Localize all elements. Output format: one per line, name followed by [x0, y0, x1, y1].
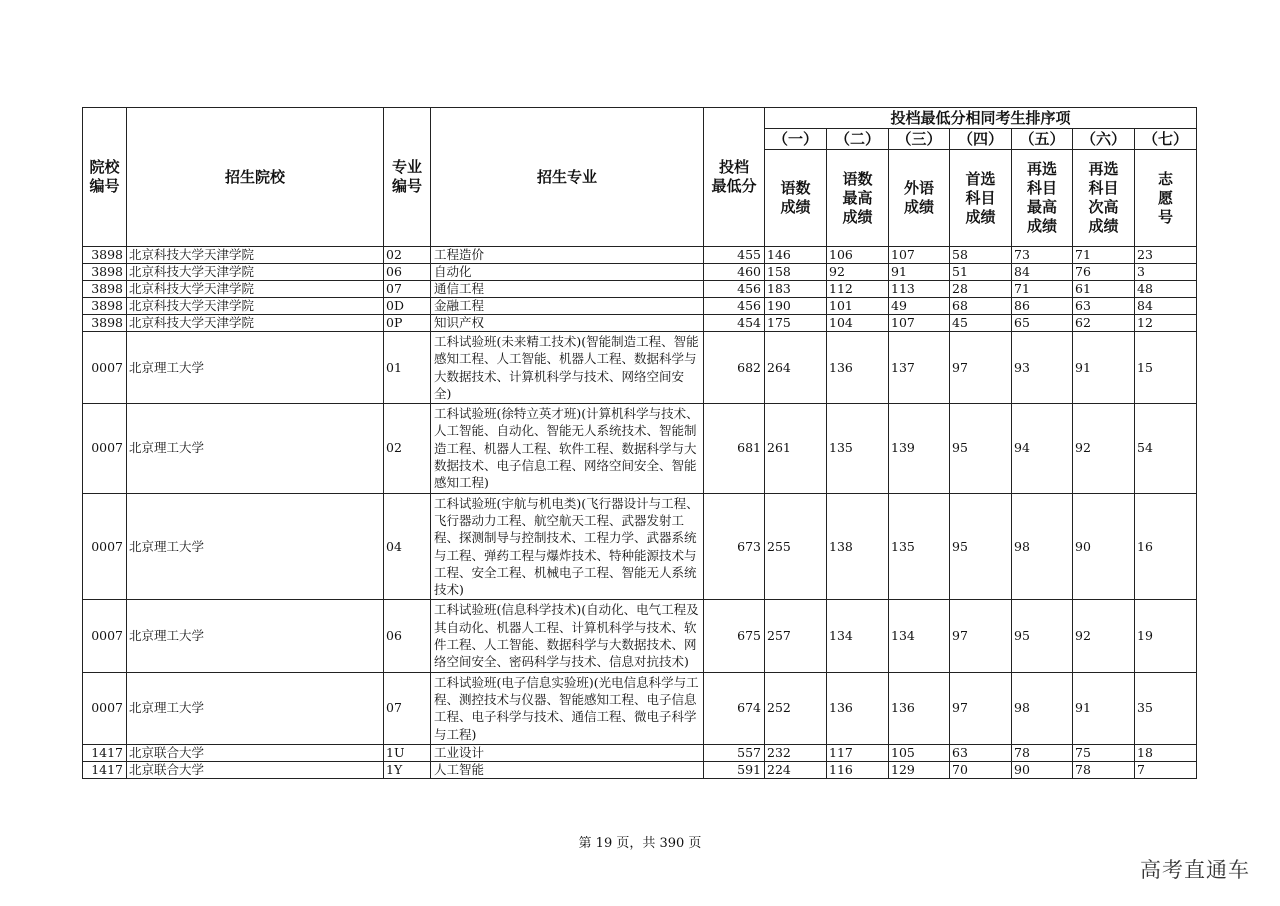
major-code-cell: 06 [384, 600, 431, 672]
table-row [83, 493, 1197, 600]
order-value-cell: 76 [1073, 264, 1135, 281]
header-order-num: （六） [1073, 129, 1135, 150]
order-value-cell: 95 [950, 493, 1012, 600]
order-value-cell: 86 [1012, 298, 1073, 315]
order-value-cell: 190 [765, 298, 827, 315]
major-code-cell: 02 [384, 404, 431, 493]
school-name-cell: 北京理工大学 [127, 493, 384, 600]
min-score-cell: 674 [704, 672, 765, 744]
min-score-cell: 456 [704, 281, 765, 298]
order-value-cell: 135 [889, 493, 950, 600]
header-order-label: 语数 最高 成绩 [827, 150, 889, 247]
school-code-cell: 1417 [83, 761, 127, 778]
order-value-cell: 78 [1073, 761, 1135, 778]
order-value-cell: 7 [1135, 761, 1197, 778]
order-value-cell: 93 [1012, 332, 1073, 404]
header-major-name: 招生专业 [431, 108, 704, 247]
major-code-cell: 0D [384, 298, 431, 315]
order-value-cell: 104 [827, 315, 889, 332]
min-score-cell: 557 [704, 744, 765, 761]
header-major-code: 专业 编号 [384, 108, 431, 247]
major-code-cell: 04 [384, 493, 431, 600]
school-code-cell: 3898 [83, 298, 127, 315]
order-value-cell: 91 [1073, 332, 1135, 404]
order-value-cell: 15 [1135, 332, 1197, 404]
order-value-cell: 134 [889, 600, 950, 672]
order-value-cell: 98 [1012, 672, 1073, 744]
min-score-cell: 591 [704, 761, 765, 778]
order-value-cell: 107 [889, 247, 950, 264]
order-value-cell: 61 [1073, 281, 1135, 298]
order-value-cell: 84 [1012, 264, 1073, 281]
school-name-cell: 北京科技大学天津学院 [127, 298, 384, 315]
header-order-num: （五） [1012, 129, 1073, 150]
table-row [83, 281, 1197, 298]
school-name-cell: 北京联合大学 [127, 744, 384, 761]
table-row [83, 404, 1197, 493]
min-score-cell: 456 [704, 298, 765, 315]
order-value-cell: 19 [1135, 600, 1197, 672]
min-score-cell: 454 [704, 315, 765, 332]
order-value-cell: 224 [765, 761, 827, 778]
order-value-cell: 92 [1073, 600, 1135, 672]
min-score-cell: 455 [704, 247, 765, 264]
major-name-cell: 工科试验班(徐特立英才班)(计算机科学与技术、人工智能、自动化、智能无人系统技术、智能制造工程、机器人工程、软件工程、数据科学与大数据技术、电子信息工程、网络空间安全、智能感知工程) [431, 404, 704, 493]
order-value-cell: 117 [827, 744, 889, 761]
school-code-cell: 0007 [83, 332, 127, 404]
header-school-name: 招生院校 [127, 108, 384, 247]
order-value-cell: 101 [827, 298, 889, 315]
table-row [83, 744, 1197, 761]
min-score-cell: 682 [704, 332, 765, 404]
header-order-num: （七） [1135, 129, 1197, 150]
order-value-cell: 98 [1012, 493, 1073, 600]
order-value-cell: 232 [765, 744, 827, 761]
order-value-cell: 68 [950, 298, 1012, 315]
min-score-cell: 681 [704, 404, 765, 493]
school-name-cell: 北京理工大学 [127, 404, 384, 493]
order-value-cell: 91 [1073, 672, 1135, 744]
school-code-cell: 0007 [83, 493, 127, 600]
order-value-cell: 28 [950, 281, 1012, 298]
order-value-cell: 112 [827, 281, 889, 298]
order-value-cell: 138 [827, 493, 889, 600]
school-name-cell: 北京科技大学天津学院 [127, 264, 384, 281]
order-value-cell: 255 [765, 493, 827, 600]
table-row [83, 672, 1197, 744]
order-value-cell: 16 [1135, 493, 1197, 600]
order-value-cell: 139 [889, 404, 950, 493]
school-name-cell: 北京理工大学 [127, 600, 384, 672]
major-name-cell: 工科试验班(未来精工技术)(智能制造工程、智能感知工程、人工智能、机器人工程、数据科学与大数据技术、计算机科学与技术、网络空间安全) [431, 332, 704, 404]
order-value-cell: 65 [1012, 315, 1073, 332]
header-order-label: 外语 成绩 [889, 150, 950, 247]
school-code-cell: 3898 [83, 247, 127, 264]
order-value-cell: 63 [950, 744, 1012, 761]
school-code-cell: 3898 [83, 281, 127, 298]
order-value-cell: 91 [889, 264, 950, 281]
header-order-label: 再选 科目 最高 成绩 [1012, 150, 1073, 247]
major-code-cell: 1U [384, 744, 431, 761]
header-order-label: 首选 科目 成绩 [950, 150, 1012, 247]
watermark: 高考直通车 [1140, 858, 1250, 882]
order-value-cell: 261 [765, 404, 827, 493]
major-name-cell: 金融工程 [431, 298, 704, 315]
table-row [83, 761, 1197, 778]
school-name-cell: 北京理工大学 [127, 672, 384, 744]
major-code-cell: 1Y [384, 761, 431, 778]
order-value-cell: 134 [827, 600, 889, 672]
order-value-cell: 97 [950, 332, 1012, 404]
order-value-cell: 146 [765, 247, 827, 264]
order-value-cell: 106 [827, 247, 889, 264]
order-value-cell: 35 [1135, 672, 1197, 744]
order-value-cell: 105 [889, 744, 950, 761]
page-footer: 第 19 页，共 390 页 [578, 836, 702, 851]
order-value-cell: 71 [1012, 281, 1073, 298]
major-code-cell: 01 [384, 332, 431, 404]
major-name-cell: 工业设计 [431, 744, 704, 761]
major-name-cell: 人工智能 [431, 761, 704, 778]
order-value-cell: 73 [1012, 247, 1073, 264]
order-value-cell: 136 [827, 672, 889, 744]
min-score-cell: 673 [704, 493, 765, 600]
order-value-cell: 48 [1135, 281, 1197, 298]
major-name-cell: 自动化 [431, 264, 704, 281]
order-value-cell: 78 [1012, 744, 1073, 761]
order-value-cell: 175 [765, 315, 827, 332]
order-value-cell: 257 [765, 600, 827, 672]
table-body [83, 247, 1197, 779]
order-value-cell: 23 [1135, 247, 1197, 264]
school-name-cell: 北京科技大学天津学院 [127, 315, 384, 332]
header-order-group: 投档最低分相同考生排序项 [765, 108, 1197, 129]
order-value-cell: 137 [889, 332, 950, 404]
order-value-cell: 84 [1135, 298, 1197, 315]
major-code-cell: 02 [384, 247, 431, 264]
order-value-cell: 97 [950, 672, 1012, 744]
order-value-cell: 90 [1073, 493, 1135, 600]
order-value-cell: 136 [889, 672, 950, 744]
order-value-cell: 54 [1135, 404, 1197, 493]
major-name-cell: 工科试验班(信息科学技术)(自动化、电气工程及其自动化、机器人工程、计算机科学与技术、软件工程、人工智能、数据科学与大数据技术、网络空间安全、密码科学与技术、信息对抗技术) [431, 600, 704, 672]
school-code-cell: 3898 [83, 315, 127, 332]
min-score-cell: 675 [704, 600, 765, 672]
header-school-code: 院校 编号 [83, 108, 127, 247]
order-value-cell: 158 [765, 264, 827, 281]
order-value-cell: 113 [889, 281, 950, 298]
order-value-cell: 97 [950, 600, 1012, 672]
header-order-label: 再选 科目 次高 成绩 [1073, 150, 1135, 247]
major-name-cell: 工程造价 [431, 247, 704, 264]
header-order-num: （三） [889, 129, 950, 150]
order-value-cell: 45 [950, 315, 1012, 332]
order-value-cell: 58 [950, 247, 1012, 264]
school-name-cell: 北京理工大学 [127, 332, 384, 404]
order-value-cell: 12 [1135, 315, 1197, 332]
order-value-cell: 18 [1135, 744, 1197, 761]
order-value-cell: 94 [1012, 404, 1073, 493]
order-value-cell: 129 [889, 761, 950, 778]
major-name-cell: 知识产权 [431, 315, 704, 332]
header-order-label: 志 愿 号 [1135, 150, 1197, 247]
school-name-cell: 北京联合大学 [127, 761, 384, 778]
school-code-cell: 0007 [83, 404, 127, 493]
table-header [83, 108, 1197, 247]
table-row [83, 298, 1197, 315]
table-row [83, 264, 1197, 281]
header-order-num: （二） [827, 129, 889, 150]
major-name-cell: 工科试验班(宇航与机电类)(飞行器设计与工程、飞行器动力工程、航空航天工程、武器发射工程、探测制导与控制技术、工程力学、武器系统与工程、弹药工程与爆炸技术、特种能源技术与工程、安全工程、机械电子工程、智能无人系统技术) [431, 493, 704, 600]
school-name-cell: 北京科技大学天津学院 [127, 247, 384, 264]
order-value-cell: 135 [827, 404, 889, 493]
order-value-cell: 92 [827, 264, 889, 281]
order-value-cell: 70 [950, 761, 1012, 778]
order-value-cell: 95 [1012, 600, 1073, 672]
header-order-num: （一） [765, 129, 827, 150]
order-value-cell: 264 [765, 332, 827, 404]
order-value-cell: 107 [889, 315, 950, 332]
order-value-cell: 63 [1073, 298, 1135, 315]
table-row [83, 600, 1197, 672]
header-min-score: 投档 最低分 [704, 108, 765, 247]
major-code-cell: 07 [384, 281, 431, 298]
order-value-cell: 49 [889, 298, 950, 315]
major-code-cell: 0P [384, 315, 431, 332]
table-row [83, 247, 1197, 264]
major-name-cell: 工科试验班(电子信息实验班)(光电信息科学与工程、测控技术与仪器、智能感知工程、电子信息工程、电子科学与技术、通信工程、微电子科学与工程) [431, 672, 704, 744]
order-value-cell: 116 [827, 761, 889, 778]
school-code-cell: 0007 [83, 600, 127, 672]
table-row [83, 315, 1197, 332]
order-value-cell: 90 [1012, 761, 1073, 778]
school-code-cell: 3898 [83, 264, 127, 281]
min-score-cell: 460 [704, 264, 765, 281]
table-row [83, 332, 1197, 404]
major-code-cell: 06 [384, 264, 431, 281]
admission-table [82, 107, 1197, 779]
order-value-cell: 51 [950, 264, 1012, 281]
order-value-cell: 92 [1073, 404, 1135, 493]
order-value-cell: 95 [950, 404, 1012, 493]
school-code-cell: 0007 [83, 672, 127, 744]
order-value-cell: 62 [1073, 315, 1135, 332]
major-name-cell: 通信工程 [431, 281, 704, 298]
major-code-cell: 07 [384, 672, 431, 744]
header-order-num: （四） [950, 129, 1012, 150]
order-value-cell: 75 [1073, 744, 1135, 761]
school-name-cell: 北京科技大学天津学院 [127, 281, 384, 298]
order-value-cell: 252 [765, 672, 827, 744]
header-order-label: 语数 成绩 [765, 150, 827, 247]
order-value-cell: 183 [765, 281, 827, 298]
order-value-cell: 3 [1135, 264, 1197, 281]
school-code-cell: 1417 [83, 744, 127, 761]
order-value-cell: 71 [1073, 247, 1135, 264]
order-value-cell: 136 [827, 332, 889, 404]
